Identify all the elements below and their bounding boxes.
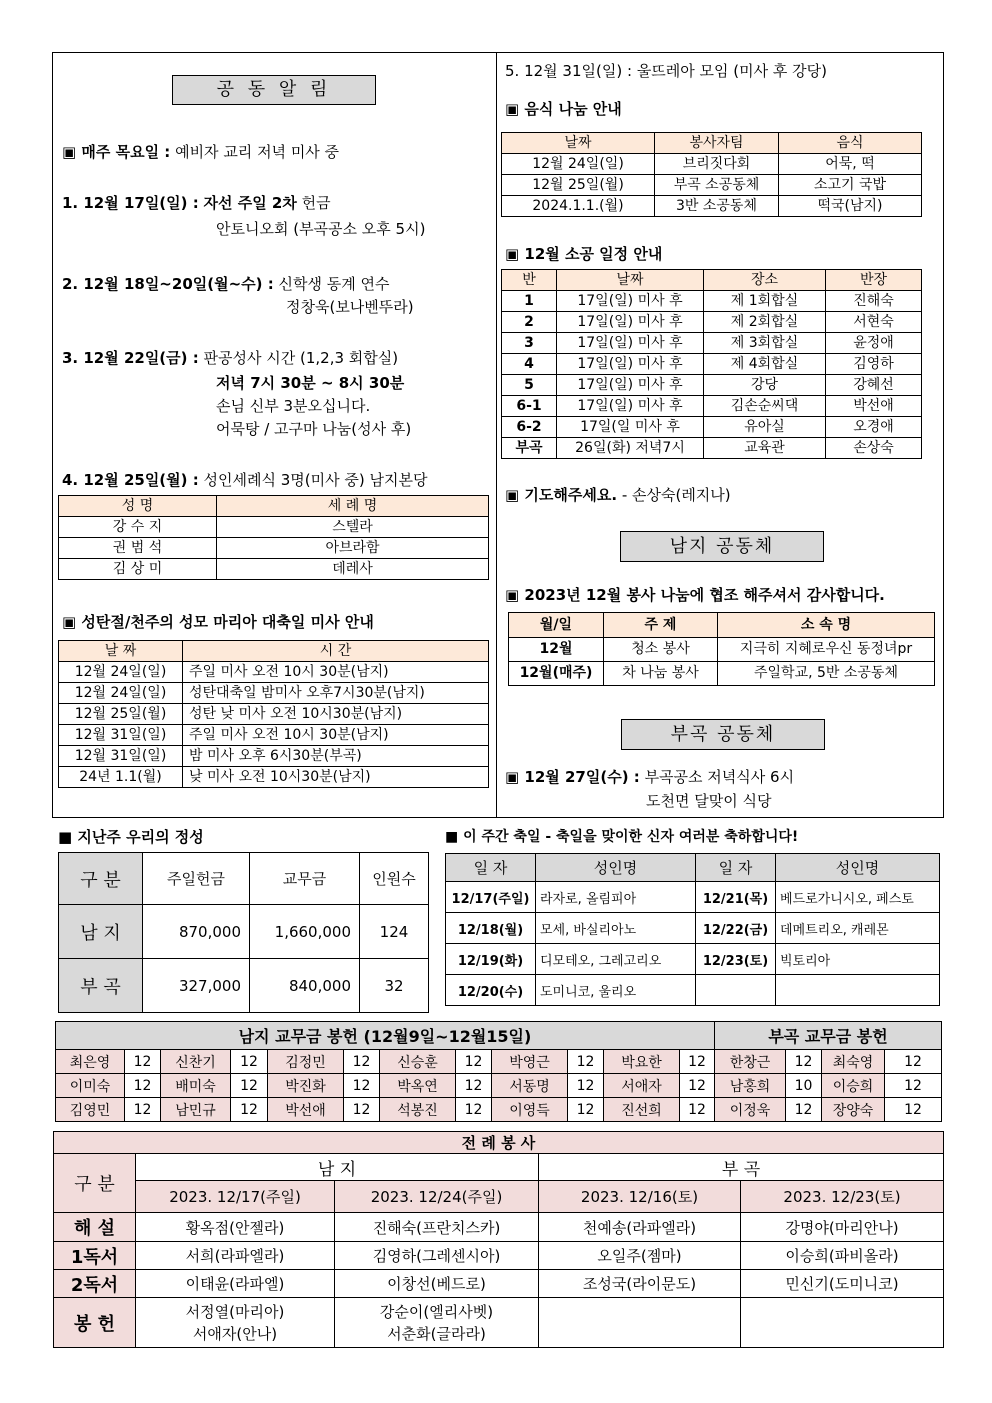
table-row: 2독서 이태윤(라파엘) 이창선(베드로) 조성국(라이문도) 민신기(도미니코) (54, 1270, 944, 1298)
mass-header-time: 시 간 (183, 641, 489, 662)
table-row: 2024.1.1.(월) 3반 소공동체 떡국(남지) (502, 196, 922, 217)
sogong-title: ▣ 12월 소공 일정 안내 (505, 245, 663, 263)
mass-table (58, 640, 489, 788)
table-row: 4 17일(일) 미사 후 제 4회합실 김영하 (502, 354, 922, 375)
tithe-table (55, 1021, 942, 1122)
announcement-title: 공 동 알 림 (172, 75, 376, 105)
table-row: 최은영 12 신찬기 12 김정민 12 신승훈 12 박영근 12 박요한 12 한창근 12 최숙영 12 (56, 1050, 942, 1074)
liturgy-table: 전 례 봉 사 구 분 남 지 부 곡 2023. 12/17(주일) 2023. 12/24(주일) 2023. 12/16(토) 2023. 12/23(토) 해 설 황옥점(안젤라) 진해숙(프란치스카) 천예송(라파엘라) 강명야(마리안나) 1독서 서희(라파엘라) 김영하(그레센시아) 오일주(젬마) 이승희(파비올라) 2독서 이태윤(라파엘) 이창선(베드로) 조성국(라이문도) 민신기(도미니코) 봉 헌 서정열(마리아) 서애자(안나) 강순이(엘리사벳) 서춘화(글라라) (53, 1131, 944, 1348)
table-row: 12/17(주일) 라자로, 올림피아 12/21(목) 베드로가니시오, 페스토 (446, 882, 940, 913)
item-1-line2: 안토니오회 (부곡공소 오후 5시) (216, 220, 426, 238)
feast-table: 일 자 성인명 일 자 성인명 12/17(주일) 라자로, 올림피아 12/21(목) 베드로가니시오, 페스토 12/18(월) 모세, 바실리아노 12/22(금) 데메트리오, 캐레몬 12/19(화) 디모테오, 그레고리오 12/23(토) 빅토리아 12/20(수) 도미니코, 울리오 (445, 853, 940, 1006)
baptism-header-name: 성 명 (59, 496, 217, 517)
bugok-community-title: 부곡 공동체 (621, 719, 825, 750)
table-row: 3 17일(일) 미사 후 제 3회합실 윤정애 (502, 333, 922, 354)
table-row: 1독서 서희(라파엘라) 김영하(그레센시아) 오일주(젬마) 이승희(파비올라) (54, 1242, 944, 1270)
mass-title: ▣ 성탄절/천주의 성모 마리아 대축일 미사 안내 (62, 613, 374, 631)
table-row: 해 설 황옥점(안젤라) 진해숙(프란치스카) 천예송(라파엘라) 강명야(마리안나) (54, 1213, 944, 1242)
table-row: 12/20(수) 도미니코, 울리오 (446, 975, 940, 1006)
table-row: 김 상 미 데레사 (59, 559, 489, 580)
liturgy-title: 전 례 봉 사 (54, 1132, 944, 1154)
table-row: 강 수 지 스텔라 (59, 517, 489, 538)
feast-title: ■ 이 주간 축일 - 축일을 맞이한 신자 여러분 축하합니다! (445, 829, 799, 845)
item-2-line2: 정창욱(보나벤뚜라) (286, 298, 414, 316)
food-table: 날짜 봉사자팀 음식 12월 24일(일) 브리짓다회 어묵, 떡 12월 25일(월) 부곡 소공동체 소고기 국밥 2024.1.1.(월) 3반 소공동체 떡국(남지) (501, 132, 922, 217)
namji-community-title: 남지 공동체 (620, 531, 824, 562)
table-row: 5 17일(일) 미사 후 강당 강혜선 (502, 375, 922, 396)
table-row: 6-2 17일(일 미사 후 유아실 오경애 (502, 417, 922, 438)
table-row: 권 범 석 아브라함 (59, 538, 489, 559)
table-row: 남 지 870,000 1,660,000 124 (59, 905, 429, 959)
table-row: 6-1 17일(일) 미사 후 김손순씨댁 박선애 (502, 396, 922, 417)
thanks-notice: ▣ 2023년 12월 봉사 나눔에 협조 해주셔서 감사합니다. (505, 586, 885, 604)
table-row: 24년 1.1(월) 낮 미사 오전 10시30분(남지) (59, 767, 489, 788)
mass-header-date: 날 짜 (59, 641, 183, 662)
item-2: 2. 12월 18일~20일(월~수) : 신학생 동계 연수 (62, 275, 390, 293)
table-row: 12월 24일(일) 성탄대축일 밤미사 오후7시30분(남지) (59, 683, 489, 704)
food-title: ▣ 음식 나눔 안내 (505, 100, 622, 118)
table-row: 12월 24일(일) 주일 미사 오전 10시 30분(남지) (59, 662, 489, 683)
item-3-line2: 저녁 7시 30분 ~ 8시 30분 (216, 374, 405, 392)
tithe-namji-title: 남지 교무금 봉헌 (12월9일~12월15일) (56, 1022, 715, 1050)
item-5: 5. 12월 31일(일) : 울뜨레아 모임 (미사 후 강당) (505, 62, 827, 80)
item-3: 3. 12월 22일(금) : 판공성사 시간 (1,2,3 회합실) (62, 349, 399, 367)
offering-table: 구 분 주일헌금 교무금 인원수 남 지 870,000 1,660,000 124 부 곡 327,000 840,000 32 (58, 852, 429, 1013)
table-row: 부곡 26일(화) 저녁7시 교육관 손상숙 (502, 438, 922, 459)
table-row: 12월(매주) 차 나눔 봉사 주일학교, 5반 소공동체 (509, 662, 935, 686)
table-row: 12월 24일(일) 브리짓다회 어묵, 떡 (502, 154, 922, 175)
sogong-table: 반 날짜 장소 반장 1 17일(일) 미사 후 제 1회합실 진해숙 2 17일(일) 미사 후 제 2회합실 서현숙 3 17일(일) 미사 후 제 3회합실 윤정애 4 17일(일) 미사 후 제 4회합실 김영하 5 17일(일) 미사 후 강당 강혜선 6-1 17일(일) 미사 후 김손순씨댁 박선애 6-2 17일(일 미사 후 유아실 오경애 부곡 26일(화) 저녁7시 교육관 손상숙 (501, 269, 922, 459)
bugok-notice-line2: 도천면 달맞이 식당 (646, 792, 772, 810)
table-row: 김영민 12 남민규 12 박선애 12 석봉진 12 이영득 12 진선희 12 이정욱 12 장양숙 12 (56, 1098, 942, 1122)
item-3-line3: 손님 신부 3분오십니다. (216, 397, 371, 415)
table-row: 12월 25일(월) 부곡 소공동체 소고기 국밥 (502, 175, 922, 196)
tithe-bugok-title: 부곡 교무금 봉헌 (715, 1022, 942, 1050)
table-row: 부 곡 327,000 840,000 32 (59, 959, 429, 1013)
item-1: 1. 12월 17일(일) : 자선 주일 2차 헌금 (62, 194, 331, 212)
table-row: 12/18(월) 모세, 바실리아노 12/22(금) 데메트리오, 캐레몬 (446, 913, 940, 944)
table-row: 봉 헌 서정열(마리아) 서애자(안나) 강순이(엘리사벳) 서춘화(글라라) (54, 1298, 944, 1348)
table-row: 1 17일(일) 미사 후 제 1회합실 진해숙 (502, 291, 922, 312)
table-row: 이미숙 12 배미숙 12 박진화 12 박옥연 12 서동명 12 서애자 12 남홍희 10 이승희 12 (56, 1074, 942, 1098)
service-table: 월/일 주 제 소 속 명 12월 청소 봉사 지극히 지혜로우신 동정녀pr 12월(매주) 차 나눔 봉사 주일학교, 5반 소공동체 (508, 612, 935, 686)
baptism-table (58, 495, 489, 580)
baptism-header-saint: 세 례 명 (217, 496, 489, 517)
table-row: 12월 청소 봉사 지극히 지혜로우신 동정녀pr (509, 638, 935, 662)
item-3-line4: 어묵탕 / 고구마 나눔(성사 후) (216, 420, 412, 438)
column-divider (496, 52, 497, 818)
table-row: 12월 31일(일) 주일 미사 오전 10시 30분(남지) (59, 725, 489, 746)
offering-title: ■ 지난주 우리의 정성 (58, 828, 204, 846)
table-row: 12월 25일(월) 성탄 낮 미사 오전 10시30분(남지) (59, 704, 489, 725)
table-row: 12월 31일(일) 밤 미사 오후 6시30분(부곡) (59, 746, 489, 767)
table-row: 12/19(화) 디모테오, 그레고리오 12/23(토) 빅토리아 (446, 944, 940, 975)
bugok-notice: ▣ 12월 27일(수) : 부곡공소 저녁식사 6시 (505, 768, 795, 786)
thursday-notice: ▣ 매주 목요일 : 예비자 교리 저녁 미사 중 (62, 143, 340, 161)
table-row: 2 17일(일) 미사 후 제 2회합실 서현숙 (502, 312, 922, 333)
prayer-request: ▣ 기도해주세요. - 손상숙(레지나) (505, 486, 731, 504)
item-4: 4. 12월 25일(월) : 성인세례식 3명(미사 중) 남지본당 (62, 471, 428, 489)
